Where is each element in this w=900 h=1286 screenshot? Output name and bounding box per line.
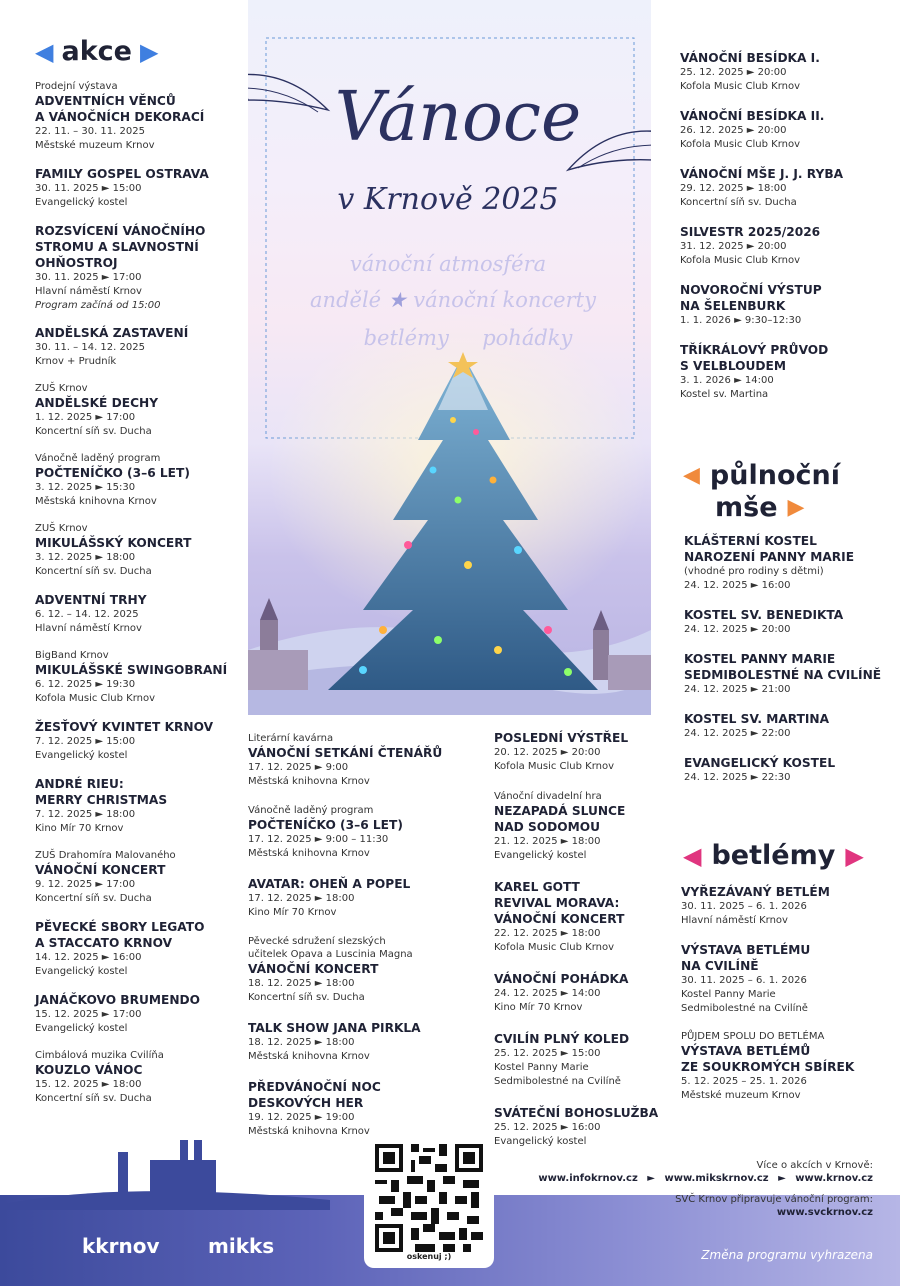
event-title: ŽESŤOVÝ KVINTET KRNOV [35,720,214,734]
event-date-place: 30. 11. 2025 – 6. 1. 2026 Hlavní náměstí Krnov [681,901,807,926]
event-item [35,1049,247,1106]
event-item [35,919,247,979]
event-date-place: 15. 12. 2025 ► 18:00 Koncertní síň sv. Ducha [35,1079,152,1104]
event-note: Program začíná od 15:00 [35,300,161,311]
event-date-place: 6. 12. – 14. 12. 2025 Hlavní náměstí Krnov [35,609,142,634]
event-organizer: PŮJDEM SPOLU DO BETLÉMA [681,1031,825,1042]
event-date-place: 25. 12. 2025 ► 20:00 Kofola Music Club Krnov [680,67,801,92]
event-date-place: 22. 12. 2025 ► 18:00 Kofola Music Club Krnov [494,928,615,953]
event-item [35,649,247,706]
hero-tagline-3 [348,326,588,350]
event-title: NOVOROČNÍ VÝSTUP NA ŠELENBURK [680,283,822,313]
event-item [35,223,247,312]
event-date-place: 17. 12. 2025 ► 18:00 Kino Mír 70 Krnov [248,893,355,918]
event-title: ROZSVÍCENÍ VÁNOČNÍHO STROMU A SLAVNOSTNÍ OHŇOSTROJ [35,224,206,270]
event-item [35,719,247,763]
footer-svc: SVČ Krnov připravuje vánoční program: [675,1194,873,1205]
event-item [680,342,890,402]
event-date-place: 26. 12. 2025 ► 20:00 Kofola Music Club Krnov [680,125,801,150]
event-title: TŘÍKRÁLOVÝ PRŮVOD S VELBLOUDEM [680,343,829,373]
events-column-3 [494,730,674,1165]
event-title: ANDRÉ RIEU: MERRY CHRISTMAS [35,777,168,807]
event-date-place: 14. 12. 2025 ► 16:00 Evangelický kostel [35,952,142,977]
event-date-place: 9. 12. 2025 ► 17:00 Koncertní síň sv. Ducha [35,879,152,904]
event-date-place: 17. 12. 2025 ► 9:00 – 11:30 Městská knihovna Krnov [248,834,389,859]
link-mikskrnov[interactable]: www.mikskrnov.cz [664,1173,769,1184]
event-title: VÝSTAVA BETLÉMŮ ZE SOUKROMÝCH SBÍREK [681,1044,855,1074]
arrow-right-icon: ▶ [787,495,805,520]
arrow-right-icon: ▶ [845,841,864,870]
event-item [684,711,894,741]
qr-caption: oskenuj ;) [406,1252,452,1261]
event-title: KLÁŠTERNÍ KOSTEL NAROZENÍ PANNY MARIE [684,534,855,564]
event-title: VÁNOČNÍ KONCERT [35,863,166,877]
event-date-place: 30. 11. 2025 ► 15:00 Evangelický kostel [35,183,142,208]
event-date-place: 29. 12. 2025 ► 18:00 Koncertní síň sv. Ducha [680,183,797,208]
event-item [684,607,894,637]
event-item [248,1020,488,1064]
triangle-icon: ► [647,1173,655,1184]
event-title: SILVESTR 2025/2026 [680,225,821,239]
event-organizer: Pěvecké sdružení slezských učitelek Opava a Luscinia Magna [248,936,413,960]
event-item [681,884,891,928]
event-title: POSLEDNÍ VÝSTŘEL [494,731,629,745]
hero-title: Vánoce [334,78,582,157]
event-date-place: 5. 12. 2025 – 25. 1. 2026 Městské muzeum Krnov [681,1076,807,1101]
event-date-place: 22. 11. – 30. 11. 2025 Městské muzeum Krnov [35,126,155,151]
event-organizer: Vánočně laděný program [248,805,374,816]
event-date-place: 21. 12. 2025 ► 18:00 Evangelický kostel [494,836,601,861]
event-date-place: 3. 12. 2025 ► 18:00 Koncertní síň sv. Ducha [35,552,152,577]
event-title: PĚVECKÉ SBORY LEGATO A STACCATO KRNOV [35,920,205,950]
event-date-place: 18. 12. 2025 ► 18:00 Koncertní síň sv. Ducha [248,978,365,1003]
event-date-place: 25. 12. 2025 ► 15:00 Kostel Panny Marie Sedmibolestné na Cvilíně [494,1048,621,1087]
event-title: KOSTEL PANNY MARIE SEDMIBOLESTNÉ NA CVILÍNĚ [684,652,882,682]
event-item [494,1031,674,1089]
qr-card [364,1136,494,1268]
event-organizer: Literární kavárna [248,733,334,744]
event-item [681,1030,891,1103]
event-item [35,452,247,509]
event-title: VÝSTAVA BETLÉMU NA CVILÍNĚ [681,943,811,973]
event-item [248,1079,488,1139]
event-title: MIKULÁŠSKÉ SWINGOBRANÍ [35,663,228,677]
event-item [35,80,247,153]
footer-change-note: Změna programu vyhrazena [701,1248,873,1262]
event-title: VÁNOČNÍ BESÍDKA II. [680,109,825,123]
event-title: FAMILY GOSPEL OSTRAVA [35,167,209,181]
event-date-place: 6. 12. 2025 ► 19:30 Kofola Music Club Krnov [35,679,156,704]
event-title: VÁNOČNÍ SETKÁNÍ ČTENÁŘŮ [248,746,443,760]
section-header-akce [35,36,158,67]
event-date-place: 20. 12. 2025 ► 20:00 Kofola Music Club Krnov [494,747,615,772]
event-item [248,732,488,789]
betlemy-list [681,884,891,1117]
event-date-place: 3. 12. 2025 ► 15:30 Městská knihovna Krnov [35,482,157,507]
event-title: POČTENÍČKO (3–6 LET) [248,818,403,832]
link-krnov[interactable]: www.krnov.cz [795,1173,873,1184]
event-title: ANDĚLSKÉ DECHY [35,396,159,410]
event-item [35,992,247,1036]
event-item [680,166,890,210]
event-item [35,776,247,836]
event-title: JANÁČKOVO BRUMENDO [35,993,200,1007]
hero-tagline-1: vánoční atmosféra [349,252,547,276]
event-date-place: 24. 12. 2025 ► 22:00 [684,728,791,739]
event-item [681,942,891,1016]
event-item [494,971,674,1015]
event-title: ADVENTNÍCH VĚNCŮ A VÁNOČNÍCH DEKORACÍ [35,94,205,124]
event-title: VYŘEZÁVANÝ BETLÉM [681,885,830,899]
event-title: VÁNOČNÍ KONCERT [248,962,379,976]
section-header-pulnocni [683,460,883,524]
event-item [494,1105,674,1149]
event-date-place: 30. 11. – 14. 12. 2025 Krnov + Prudník [35,342,145,367]
section-title-akce: akce [61,36,132,67]
event-title: KOSTEL SV. BENEDIKTA [684,608,844,622]
events-column-2 [248,732,488,1154]
footer-info: Více o akcích v Krnově: [756,1160,873,1171]
hero-illustration [248,0,651,715]
event-item [680,108,890,152]
event-organizer: Vánočně laděný program [35,453,161,464]
event-item [35,325,247,369]
event-title: SVÁTEČNÍ BOHOSLUŽBA [494,1106,659,1120]
event-date-place: 24. 12. 2025 ► 20:00 [684,624,791,635]
event-organizer: BigBand Krnov [35,650,109,661]
event-organizer: ZUŠ Drahomíra Malovaného [35,850,176,861]
arrow-left-icon: ◀ [35,37,54,66]
event-item [684,755,894,785]
events-column-1 [35,80,247,1119]
star-icon: ★ [387,288,407,312]
qr-code-icon[interactable] [375,1144,483,1252]
event-date-place: 24. 12. 2025 ► 22:30 [684,772,791,783]
pulnocni-list [684,533,894,799]
event-date-place: 31. 12. 2025 ► 20:00 Kofola Music Club Krnov [680,241,801,266]
event-date-place: 15. 12. 2025 ► 17:00 Evangelický kostel [35,1009,142,1034]
event-title: POČTENÍČKO (3–6 LET) [35,466,190,480]
event-item [680,50,890,94]
link-svckrnov[interactable]: www.svckrnov.cz [776,1207,873,1218]
event-organizer: ZUŠ Krnov [35,383,88,394]
event-item [248,804,488,861]
event-date-place: (vhodné pro rodiny s dětmi) 24. 12. 2025 ► 16:00 [684,566,824,591]
event-date-place: 30. 11. 2025 ► 17:00 Hlavní náměstí Krnov [35,272,142,297]
event-item [684,651,894,697]
event-item [35,849,247,906]
event-date-place: 1. 1. 2026 ► 9:30–12:30 [680,315,802,326]
event-item [248,876,488,920]
event-item [680,224,890,268]
hero-tagline-3a: betlémy [363,326,449,350]
event-item [494,730,674,774]
event-item [494,790,674,863]
event-organizer: Prodejní výstava [35,81,118,92]
event-date-place: 1. 12. 2025 ► 17:00 Koncertní síň sv. Ducha [35,412,152,437]
hero-tagline-2 [298,288,608,312]
section-title-betlemy: betlémy [711,840,836,871]
event-item [35,166,247,210]
event-item [35,592,247,636]
event-date-place: 18. 12. 2025 ► 18:00 Městská knihovna Krnov [248,1037,370,1062]
event-title: ADVENTNÍ TRHY [35,593,147,607]
event-title: VÁNOČNÍ BESÍDKA I. [680,51,820,65]
event-date-place: 7. 12. 2025 ► 15:00 Evangelický kostel [35,736,136,761]
footer-links [500,1173,873,1184]
hero-subtitle: v Krnově 2025 [337,182,559,217]
event-title: CVILÍN PLNÝ KOLED [494,1032,630,1046]
arrow-left-icon: ◀ [683,463,700,488]
event-organizer: Vánoční divadelní hra [494,791,602,802]
event-title: AVATAR: OHEŇ A POPEL [248,877,411,891]
event-title: KOSTEL SV. MARTINA [684,712,830,726]
section-header-betlemy [683,840,864,871]
event-title: PŘEDVÁNOČNÍ NOC DESKOVÝCH HER [248,1080,381,1110]
event-title: NEZAPADÁ SLUNCE NAD SODOMOU [494,804,626,834]
triangle-icon: ► [778,1173,786,1184]
arrow-left-icon: ◀ [683,841,702,870]
event-title: ANDĚLSKÁ ZASTAVENÍ [35,326,189,340]
hero-tagline-2a: andělé [310,288,382,312]
event-item [680,282,890,328]
event-date-place: 24. 12. 2025 ► 14:00 Kino Mír 70 Krnov [494,988,601,1013]
event-date-place: 19. 12. 2025 ► 19:00 Městská knihovna Krnov [248,1112,370,1137]
event-title: VÁNOČNÍ MŠE J. J. RYBA [680,167,844,181]
event-item [35,382,247,439]
event-title: MIKULÁŠSKÝ KONCERT [35,536,192,550]
event-date-place: 17. 12. 2025 ► 9:00 Městská knihovna Krnov [248,762,370,787]
event-organizer: Cimbálová muzika Cvilíňa [35,1050,164,1061]
event-date-place: 24. 12. 2025 ► 21:00 [684,684,791,695]
arrow-right-icon: ▶ [139,37,159,66]
event-title: EVANGELICKÝ KOSTEL [684,756,836,770]
logo-krnov: kkrnov [82,1234,160,1258]
event-item [494,879,674,955]
hero-tagline-3b: pohádky [482,326,573,350]
section-title-pulnocni-1: půlnoční [709,460,840,491]
event-date-place: 30. 11. 2025 – 6. 1. 2026 Kostel Panny Marie Sedmibolestné na Cvilíně [681,975,808,1014]
logo-miks: mikks [208,1234,275,1258]
event-organizer: ZUŠ Krnov [35,523,88,534]
event-title: KOUZLO VÁNOC [35,1063,143,1077]
hero-tagline-2b: vánoční koncerty [413,288,596,312]
event-date-place: 25. 12. 2025 ► 16:00 Evangelický kostel [494,1122,601,1147]
event-title: VÁNOČNÍ POHÁDKA [494,972,629,986]
event-date-place: 3. 1. 2026 ► 14:00 Kostel sv. Martina [680,375,774,400]
link-infokrnov[interactable]: www.infokrnov.cz [538,1173,638,1184]
event-item [684,533,894,593]
event-item [248,935,488,1005]
event-title: TALK SHOW JANA PIRKLA [248,1021,421,1035]
event-date-place: 7. 12. 2025 ► 18:00 Kino Mír 70 Krnov [35,809,136,834]
events-column-4 [680,50,890,416]
section-title-pulnocni-2: mše [715,492,778,523]
event-title: KAREL GOTT REVIVAL MORAVA: VÁNOČNÍ KONCERT [494,880,625,926]
event-item [35,522,247,579]
